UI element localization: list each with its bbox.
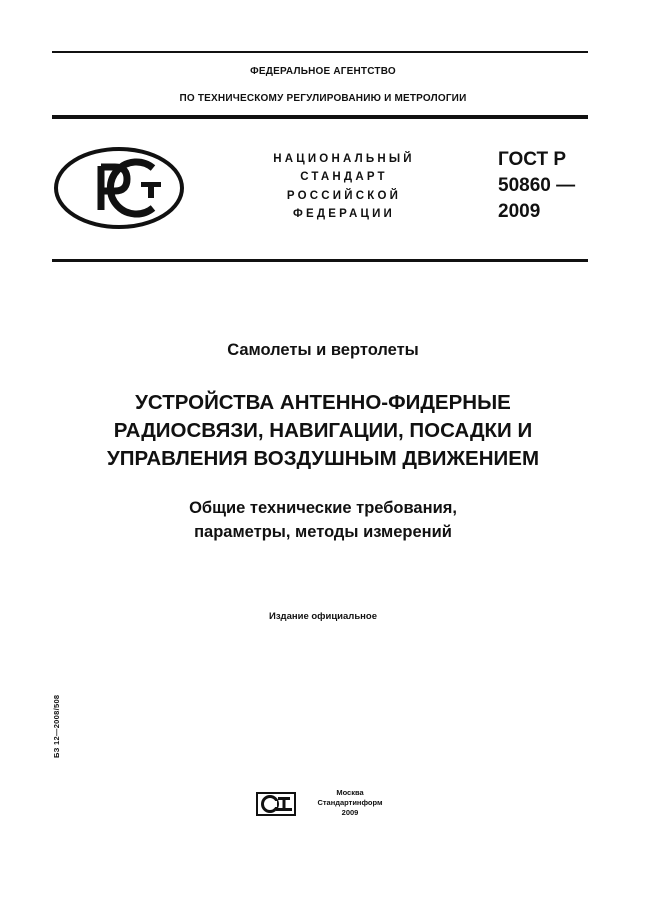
main-title-line-1: УСТРОЙСТВА АНТЕННО-ФИДЕРНЫЕ	[135, 391, 511, 414]
agency-line-2: ПО ТЕХНИЧЕСКОМУ РЕГУЛИРОВАНИЮ И МЕТРОЛОГИИ	[179, 93, 467, 104]
designation-line-3: 2009	[498, 201, 541, 222]
designation-line-1: ГОСТ Р	[498, 149, 567, 170]
edition-label: Издание официальное	[269, 611, 377, 622]
main-title-line-2: РАДИОСВЯЗИ, НАВИГАЦИИ, ПОСАДКИ И	[113, 419, 533, 442]
header-thick-rule	[52, 115, 588, 119]
side-code: БЗ 12—2008/508	[52, 694, 61, 758]
standard-type-line-1: НАЦИОНАЛЬНЫЙ	[273, 153, 415, 165]
standard-type-line-3: РОССИЙСКОЙ	[286, 190, 402, 202]
publisher-name: Стандартинформ	[317, 798, 383, 807]
main-title-line-3: УПРАВЛЕНИЯ ВОЗДУШНЫМ ДВИЖЕНИЕМ	[106, 447, 540, 470]
publisher-city: Москва	[336, 788, 364, 797]
standard-type-line-4: ФЕДЕРАЦИИ	[292, 208, 396, 220]
header-bottom-rule	[52, 259, 588, 262]
designation-line-2: 50860 —	[498, 175, 576, 196]
sub-title-line-1: Общие технические требования,	[189, 499, 457, 517]
sub-title-line-2: параметры, методы измерений	[194, 523, 452, 541]
subtitle: Самолеты и вертолеты	[227, 341, 419, 359]
top-thin-rule	[52, 51, 588, 53]
agency-line-1: ФЕДЕРАЛЬНОЕ АГЕНТСТВО	[250, 66, 396, 77]
gost-r-logo-icon	[53, 146, 185, 230]
standartinform-logo-icon	[256, 792, 296, 816]
publisher-year: 2009	[341, 808, 359, 817]
standard-type-line-2: СТАНДАРТ	[300, 171, 388, 183]
